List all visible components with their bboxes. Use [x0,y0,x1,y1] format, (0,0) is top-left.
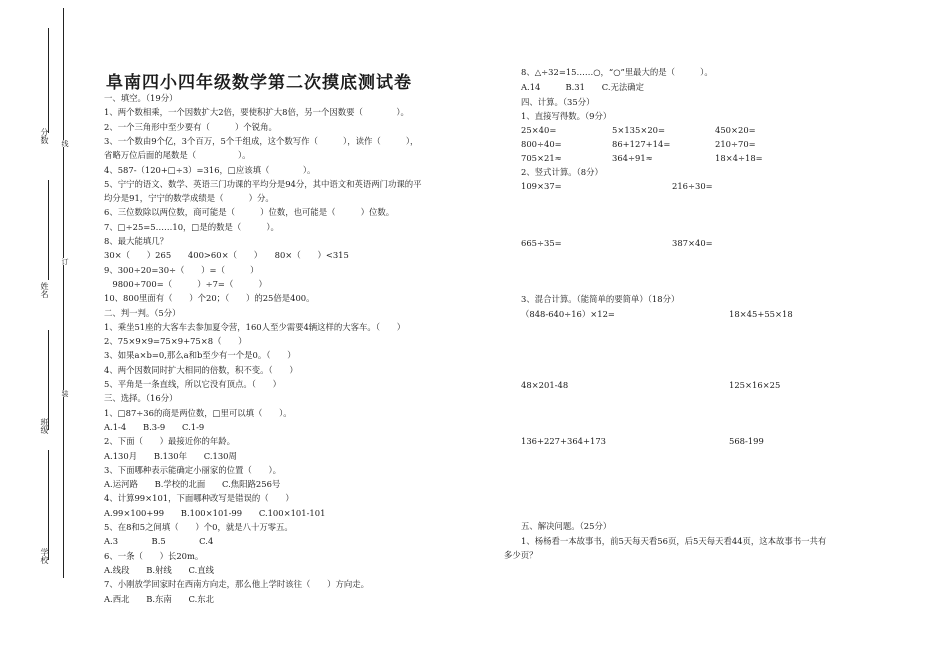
sidebar-label-name: 姓名 [40,282,49,298]
sidebar-label-score: 分数 [40,128,49,144]
left-question-line: 1、乘坐51座的大客车去参加夏令营，160人至少需要4辆这样的大客车。（ ） [104,321,406,332]
class-field-line [48,330,49,430]
left-question-line: 7、小刚放学回家时在西南方向走，那么他上学时该往（ ）方向走。 [104,579,369,590]
left-question-line: 4、计算99×101，下面哪种改写是错误的（ ） [104,493,294,504]
vertical-item: 216÷30= [672,181,713,191]
oral-item: 705×21≈ [521,153,562,163]
left-question-line: 1、□87÷36的商是两位数，□里可以填（ ）。 [104,407,292,418]
left-question-line: 均分是91，宁宁的数学成绩是（ ）分。 [104,193,274,204]
left-question-line: 2、一个三角形中至少要有（ ）个锐角。 [104,121,277,132]
left-question-line: 4、两个因数同时扩大相同的倍数，积不变。（ ） [104,364,298,375]
sidebar-label-school: 学校 [40,548,49,564]
left-question-line: 3、一个数由9个亿，3个百万，5个千组成，这个数写作（ ），读作（ ）， [104,135,419,146]
left-question-line: 5、在8和5之间填（ ）个0，就是八十万零五。 [104,522,293,532]
left-question-line: 二、判一判。（5分） [104,307,181,318]
left-question-line: 5、平角是一条直线，所以它没有顶点。（ ） [104,379,282,389]
oral-item: 86+127+14= [612,139,671,149]
left-question-line: 2、下面（ ）最接近你的年龄。 [104,436,235,447]
left-question-line: 3、下面哪种表示能确定小丽家的位置（ ）。 [104,464,282,475]
section-heading-problems: 五、解决问题。（25分） [521,521,612,531]
left-question-line: 省略万位后面的尾数是（ ）。 [104,150,251,161]
left-question-line: A.西北 B.东南 C.东北 [104,593,215,604]
left-question-line: 三、选择。（16分） [104,393,178,404]
mixed-item: 125×16×25 [729,380,781,390]
left-question-line: 3、如果a×b=0,那么a和b至少有一个是0。（ ） [104,350,296,361]
left-question-line: 30×（ ）265 400>60×（ ） 80×（ ）<315 [104,250,349,261]
left-question-line: A.1-4 B.3-9 C.1-9 [104,421,205,432]
sub-heading-oral: 1、直接写得数。（9分） [521,111,612,121]
exam-title: 阜南四小四年级数学第二次摸底测试卷 [106,73,412,93]
mixed-item: 136+227+364+173 [521,436,606,446]
left-question-line: A.线段 B.射线 C.直线 [104,564,215,575]
left-question-line: 一、填空。（19分） [104,93,178,103]
left-question-line: 1、两个数相乘，一个因数扩大2倍，要使积扩大8倍，另一个因数要（ ）。 [104,107,409,118]
vertical-item: 665÷35= [521,238,562,248]
oral-item: 210÷70= [715,139,756,149]
left-question-line: A.运河路 B.学校的北面 C.焦阳路256号 [104,479,281,490]
oral-item: 5×135×20= [612,125,666,135]
binding-mark-bind: 装 [61,390,69,397]
left-question-line: 9800÷700=（ ）÷7=（ ） [104,278,267,289]
oral-item: 25×40= [521,125,557,135]
left-question-line: 2、75×9×9=75×9+75×8（ ） [104,336,247,347]
name-field-line [48,28,49,133]
problem-1-line-2: 多少页？ [504,550,538,560]
left-question-line: 9、300÷20=30÷（ ）=（ ） [104,264,259,275]
left-question-line: 8、最大能填几？ [104,236,168,246]
sidebar-label-class: 班级 [40,418,49,434]
vertical-item: 387×40= [672,238,713,248]
left-question-line: 5、宁宁的语文、数学、英语三门功课的平均分是94分，其中语文和英语两门功课的平 [104,178,422,189]
mixed-item: 48×201-48 [521,380,569,390]
mixed-item: 18×45+55×18 [729,309,793,319]
section-heading-calc: 四、计算。（35分） [521,97,595,107]
binding-mark-line: 线 [61,140,69,147]
score-field-line [48,180,49,280]
choice-q8-options: A.14 B.31 C.无法确定 [521,82,644,92]
left-question-line: A.130月 B.130年 C.130周 [104,450,237,461]
choice-q8: 8、△÷32=15……○，“○”里最大的是（ ）。 [521,67,713,77]
left-question-line: A.99×100+99 B.100×101-99 C.100×101-101 [104,507,326,518]
vertical-item: 109×37= [521,181,562,191]
oral-item: 450×20= [715,125,756,135]
problem-1-line-1: 1、杨杨看一本故事书，前5天每天看56页，后5天每天看44页，这本故事书一共有 [521,536,827,546]
school-field-line [48,450,49,560]
oral-item: 18×4÷18= [715,153,763,163]
left-question-line: 6、一条（ ）长20m。 [104,550,204,561]
mixed-item: （848-640÷16）×12= [521,309,615,319]
left-question-line: 10、800里面有（ ）个20；（ ）的25倍是400。 [104,293,315,304]
left-question-line: A.3 B.5 C.4 [104,536,214,547]
left-question-line: 4、587-（120+□÷3）=316，□应该填（ ）。 [104,164,316,175]
binding-mark-staple: 订 [61,258,69,265]
binding-line [63,8,64,578]
oral-item: 800÷40= [521,139,562,149]
oral-item: 364÷91≈ [612,153,653,163]
sub-heading-mixed: 3、混合计算。（能简单的要简单）（18分） [521,294,680,304]
left-question-line: 7、□÷25=5……10，□是的数是（ ）。 [104,221,279,232]
mixed-item: 568-199 [729,436,764,446]
left-question-line: 6、三位数除以两位数，商可能是（ ）位数，也可能是（ ）位数。 [104,207,395,218]
sub-heading-vertical: 2、竖式计算。（8分） [521,167,603,177]
